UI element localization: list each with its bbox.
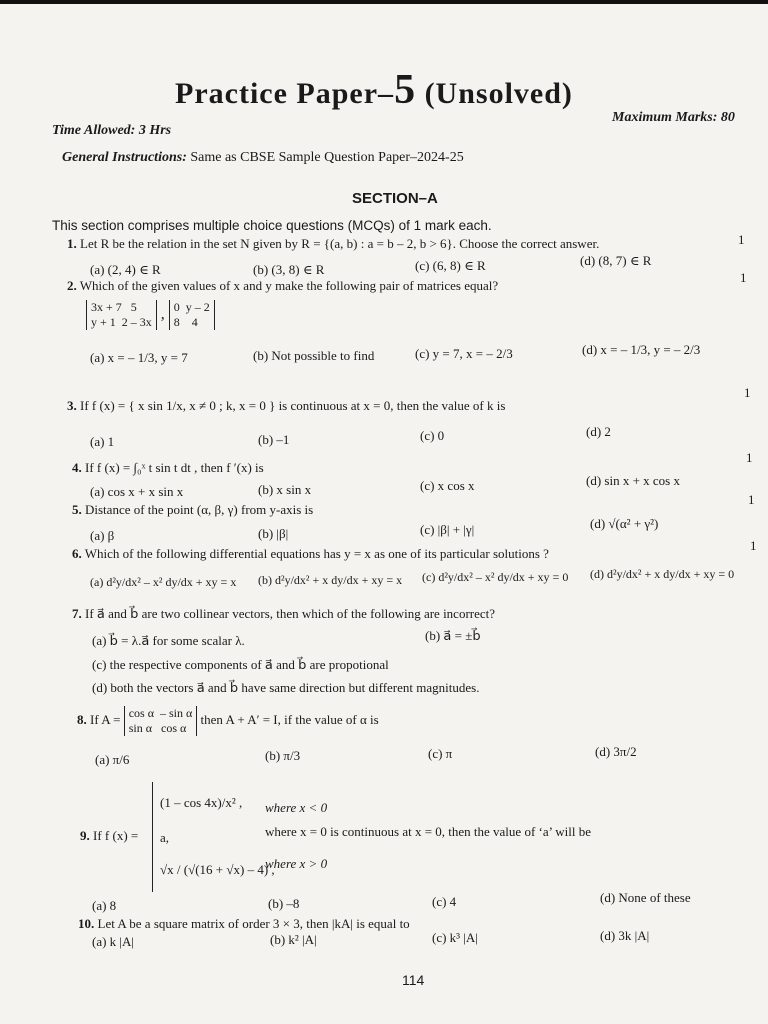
question-lead: If f (x) =: [93, 828, 139, 843]
question-9: [80, 828, 138, 844]
option-c: (c) d²y/dx² – x² dy/dx + xy = 0: [422, 570, 569, 584]
option-b: (b) x sin x: [258, 482, 312, 497]
matrix-cell: y + 1: [91, 315, 116, 329]
matrix-cell: sin α: [128, 721, 152, 735]
matrix-right: [169, 300, 215, 330]
question-number: 5.: [72, 502, 82, 517]
case-1-expr: (1 – cos 4x)/x² ,: [160, 795, 243, 810]
question-2: [67, 278, 498, 294]
option-d: (d) √(α² + γ²): [590, 516, 659, 531]
question-3: [67, 398, 707, 414]
option-c: (c) y = 7, x = – 2/3: [415, 346, 513, 361]
matrix-cell: – sin α: [160, 706, 193, 720]
matrix-cell: 2 – 3x: [121, 315, 152, 329]
question-number: 7.: [72, 606, 82, 621]
title-prefix: Practice Paper–: [175, 77, 395, 110]
question-number: 1.: [67, 236, 77, 251]
option-d: (d) None of these: [600, 890, 691, 905]
case-3-expr: √x / (√(16 + √x) – 4) ,: [160, 862, 275, 877]
question-text: Let R be the relation in the set N given by R = {(a, b) : a = b – 2, b > 6}. Choose the correct answer.: [80, 236, 600, 251]
matrix-pair: 3x + 7 5 y + 1 2 – 3x , 0 y – 2 8 4: [86, 300, 215, 330]
question-6: [72, 546, 549, 562]
option-b: (b) d²y/dx² + x dy/dx + xy = x: [258, 573, 403, 587]
question-text: If a⃗ and b⃗ are two collinear vectors, then which of the following are incorrect?: [85, 606, 496, 621]
option-c: (c) 4: [432, 894, 457, 909]
question-4: [72, 460, 264, 476]
question-mark: 1: [748, 492, 755, 507]
question-text: Which of the given values of x and y make the following pair of matrices equal?: [79, 278, 499, 293]
option-c: (c) |β| + |γ|: [420, 522, 475, 537]
option-d: (d) x = – 1/3, y = – 2/3: [582, 342, 701, 357]
question-text: If f (x) = ∫₀ˣ t sin t dt , then f ′(x) is: [85, 460, 264, 475]
question-number: 10.: [78, 916, 95, 931]
page-title: [175, 66, 573, 114]
question-mark: 1: [746, 450, 753, 465]
matrix-cell: y – 2: [185, 300, 210, 314]
matrix-cell: 5: [130, 300, 137, 314]
option-d: (d) 2: [586, 424, 611, 439]
option-a: (a) 8: [92, 898, 117, 913]
question-text: Which of the following differential equations has y = x as one of its particular solutions ?: [84, 546, 549, 561]
option-a: (a) β: [90, 528, 115, 543]
question-5: [72, 502, 313, 518]
option-d: (d) (8, 7) ∈ R: [580, 253, 652, 268]
question-mark: 1: [744, 385, 751, 400]
question-text: If f (x) = { x sin 1/x, x ≠ 0 ; k, x = 0 } is continuous at x = 0, then the value of k is: [80, 398, 506, 413]
question-10: [78, 916, 410, 932]
question-mark: 1: [740, 270, 747, 285]
matrix-cell: 3x + 7: [91, 300, 122, 314]
matrix-cell: 4: [191, 315, 198, 329]
option-c: (c) the respective components of a⃗ and b⃗ are propotional: [92, 657, 389, 672]
case-2-cond: where x = 0 is continuous at x = 0, then the value of ‘a’ will be: [265, 824, 591, 839]
question-number: 6.: [72, 546, 82, 561]
option-c: (c) π: [428, 746, 453, 761]
section-title: SECTION–A: [352, 190, 438, 207]
matrix-a: [124, 706, 198, 736]
instructions-label: General Instructions:: [62, 150, 187, 165]
option-b: (b) (3, 8) ∈ R: [253, 262, 325, 277]
option-b: (b) –1: [258, 432, 290, 447]
brace: [152, 782, 157, 892]
option-a: (a) d²y/dx² – x² dy/dx + xy = x: [90, 575, 237, 589]
question-text: Let A be a square matrix of order 3 × 3, then |kA| is equal to: [97, 916, 410, 931]
option-a: (a) cos x + x sin x: [90, 484, 184, 499]
option-d: (d) d²y/dx² + x dy/dx + xy = 0: [590, 567, 735, 581]
option-b: (b) a⃗ = ±b⃗: [425, 628, 481, 643]
option-b: (b) Not possible to find: [253, 348, 375, 363]
option-a: (a) k |A|: [92, 934, 135, 949]
matrix-left: [86, 300, 157, 330]
matrix-cell: 8: [173, 315, 180, 329]
option-a: (a) π/6: [95, 752, 130, 767]
option-b: (b) k² |A|: [270, 932, 317, 947]
title-suffix: (Unsolved): [416, 77, 573, 110]
option-c: (c) x cos x: [420, 478, 475, 493]
question-number: 3.: [67, 398, 77, 413]
question-number: 9.: [80, 828, 90, 843]
option-b: (b) |β|: [258, 526, 289, 541]
question-text: then A + A′ = I, if the value of α is: [200, 711, 379, 727]
page-number: 114: [402, 972, 425, 988]
option-a: (a) b⃗ = λ.a⃗ for some scalar λ.: [92, 633, 245, 648]
matrix-cell: cos α: [128, 706, 154, 720]
maximum-marks: Maximum Marks: 80: [612, 110, 735, 125]
option-a: (a) 1: [90, 434, 115, 449]
option-d: (d) sin x + x cos x: [586, 473, 680, 488]
question-8: [77, 706, 379, 736]
question-mark: 1: [738, 232, 745, 247]
case-1-cond: where x < 0: [265, 800, 328, 815]
option-d: (d) 3π/2: [595, 744, 637, 759]
option-a: (a) x = – 1/3, y = 7: [90, 350, 188, 365]
question-text: Distance of the point (α, β, γ) from y-axis is: [85, 502, 314, 517]
question-mark: 1: [750, 538, 757, 553]
question-number: 2.: [67, 278, 77, 293]
option-a: (a) (2, 4) ∈ R: [90, 262, 161, 277]
option-d: (d) 3k |A|: [600, 928, 650, 943]
general-instructions: [62, 150, 464, 166]
time-allowed: Time Allowed: 3 Hrs: [52, 123, 172, 138]
matrix-cell: cos α: [161, 721, 187, 735]
question-number: 8.: [77, 711, 87, 727]
option-b: (b) –8: [268, 896, 300, 911]
question-lead: If A =: [90, 711, 121, 727]
matrix-cell: 0: [173, 300, 180, 314]
question-7: [72, 606, 495, 622]
option-b: (b) π/3: [265, 748, 301, 763]
option-d: (d) both the vectors a⃗ and b⃗ have same direction but different magnitudes.: [92, 680, 480, 695]
question-1: [67, 236, 599, 252]
title-number: 5: [394, 67, 417, 113]
option-c: (c) 0: [420, 428, 445, 443]
case-2-expr: a,: [160, 830, 170, 845]
question-number: 4.: [72, 460, 82, 475]
top-rule: [0, 0, 768, 4]
section-intro: This section comprises multiple choice questions (MCQs) of 1 mark each.: [52, 218, 492, 233]
case-3-cond: where x > 0: [265, 856, 328, 871]
instructions-text: Same as CBSE Sample Question Paper–2024-25: [186, 150, 464, 165]
option-c: (c) (6, 8) ∈ R: [415, 258, 486, 273]
option-c: (c) k³ |A|: [432, 930, 478, 945]
